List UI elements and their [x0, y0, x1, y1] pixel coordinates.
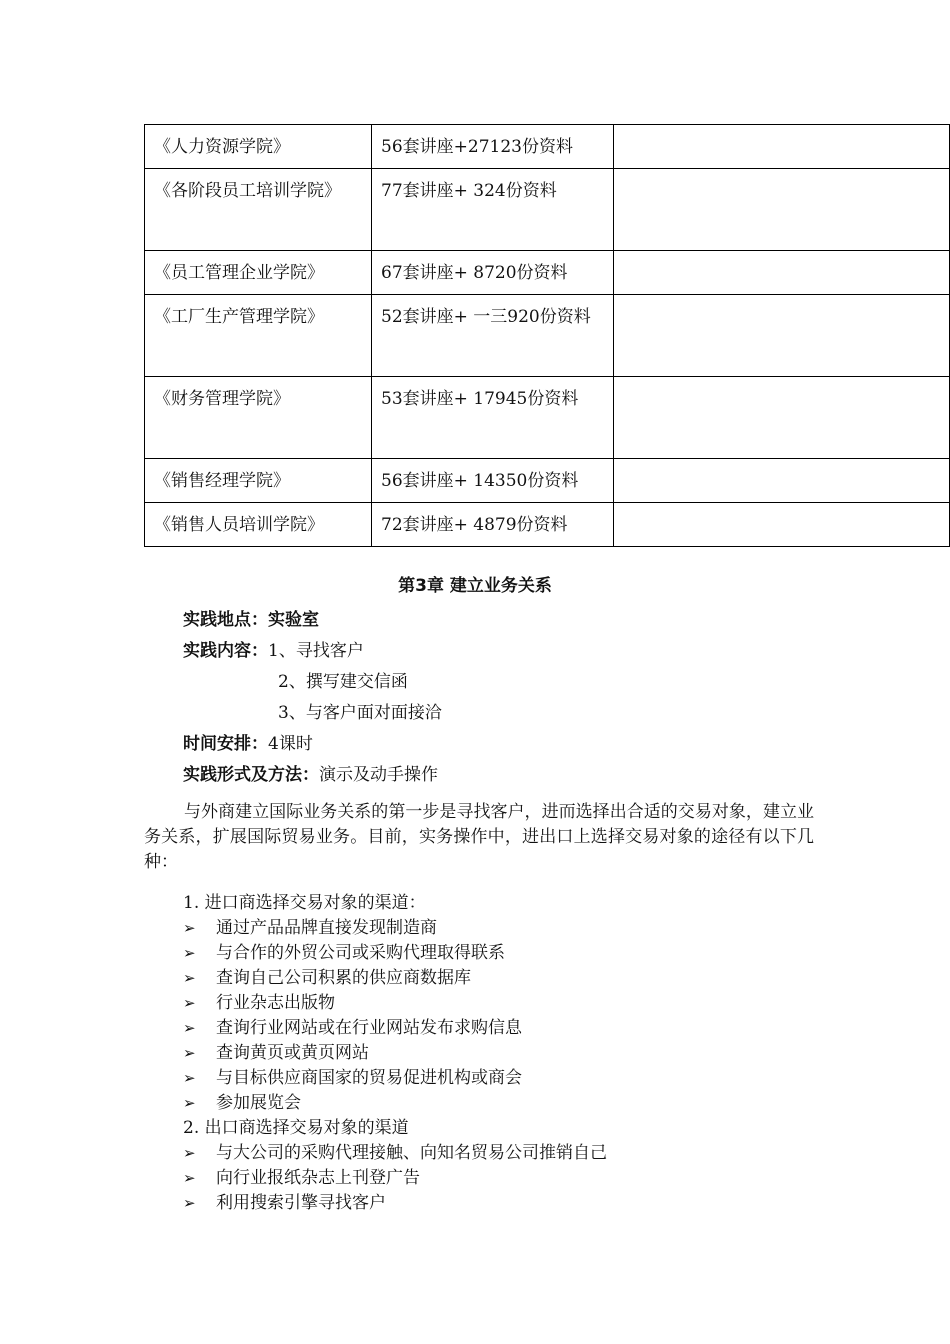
arrow-bullet-icon: ➢ — [183, 1044, 196, 1062]
method-line — [183, 760, 438, 785]
table-cell-name: 《销售经理学院》 — [145, 459, 372, 503]
list-item-text: 查询自己公司积累的供应商数据库 — [216, 968, 471, 988]
table-row — [145, 459, 950, 503]
table-cell-note — [614, 169, 950, 251]
chapter-title: 第3章 建立业务关系 — [398, 576, 552, 596]
intro-paragraph: 与外商建立国际业务关系的第一步是寻找客户，进而选择出合适的交易对象，建立业务关系，扩展国际贸易业务。目前，实务操作中，进出口上选择交易对象的途径有以下几种： — [144, 802, 814, 872]
arrow-bullet-icon: ➢ — [183, 944, 196, 962]
arrow-bullet-icon: ➢ — [183, 969, 196, 987]
table-cell-content: 67套讲座+ 8720份资料 — [372, 251, 614, 295]
list-item-text: 与目标供应商国家的贸易促进机构或商会 — [216, 1068, 522, 1088]
method-value: 演示及动手操作 — [319, 765, 438, 785]
arrow-bullet-icon: ➢ — [183, 1194, 196, 1212]
table-cell-name: 《销售人员培训学院》 — [145, 503, 372, 547]
table-row — [145, 169, 950, 251]
list-item — [183, 938, 505, 963]
arrow-bullet-icon: ➢ — [183, 919, 196, 937]
list-item — [183, 1138, 607, 1163]
arrow-bullet-icon: ➢ — [183, 1069, 196, 1087]
table-cell-content: 56套讲座+ 14350份资料 — [372, 459, 614, 503]
list-item-text: 行业杂志出版物 — [216, 993, 335, 1013]
list-item — [183, 1188, 386, 1213]
resource-table — [144, 124, 950, 547]
table-row — [145, 125, 950, 169]
list-item-text: 利用搜索引擎寻找客户 — [216, 1193, 386, 1213]
table-cell-content: 72套讲座+ 4879份资料 — [372, 503, 614, 547]
table-cell-content: 77套讲座+ 324份资料 — [372, 169, 614, 251]
time-line — [183, 729, 313, 754]
table-row — [145, 503, 950, 547]
table-cell-content: 56套讲座+27123份资料 — [372, 125, 614, 169]
table-cell-note — [614, 377, 950, 459]
list-item — [183, 913, 437, 938]
table-cell-note — [614, 251, 950, 295]
method-label: 实践形式及方法： — [183, 765, 319, 785]
list-item — [183, 1013, 522, 1038]
section-heading: 2. 出口商选择交易对象的渠道 — [183, 1118, 409, 1138]
content-item: 3、与客户面对面接洽 — [278, 703, 442, 723]
list-item-text: 查询行业网站或在行业网站发布求购信息 — [216, 1018, 522, 1038]
content-label: 实践内容： — [183, 641, 268, 661]
list-item-text: 向行业报纸杂志上刊登广告 — [216, 1168, 420, 1188]
table-row — [145, 295, 950, 377]
arrow-bullet-icon: ➢ — [183, 994, 196, 1012]
content-item: 2、撰写建交信函 — [278, 672, 408, 692]
list-item — [183, 1088, 301, 1113]
table-cell-name: 《财务管理学院》 — [145, 377, 372, 459]
list-item-text: 查询黄页或黄页网站 — [216, 1043, 369, 1063]
time-value: 4课时 — [268, 734, 313, 754]
arrow-bullet-icon: ➢ — [183, 1144, 196, 1162]
table-row — [145, 377, 950, 459]
list-item — [183, 963, 471, 988]
list-item — [183, 1163, 420, 1188]
table-cell-note — [614, 503, 950, 547]
table-cell-name: 《工厂生产管理学院》 — [145, 295, 372, 377]
table-cell-content: 52套讲座+ 一三920份资料 — [372, 295, 614, 377]
arrow-bullet-icon: ➢ — [183, 1169, 196, 1187]
arrow-bullet-icon: ➢ — [183, 1094, 196, 1112]
table-cell-name: 《各阶段员工培训学院》 — [145, 169, 372, 251]
location-value: 实验室 — [268, 610, 319, 630]
list-item-text: 与合作的外贸公司或采购代理取得联系 — [216, 943, 505, 963]
table-cell-name: 《员工管理企业学院》 — [145, 251, 372, 295]
list-item-text: 参加展览会 — [216, 1093, 301, 1113]
content-line — [183, 636, 364, 661]
list-item — [183, 1063, 522, 1088]
arrow-bullet-icon: ➢ — [183, 1019, 196, 1037]
location-label: 实践地点： — [183, 610, 268, 630]
content-item: 1、寻找客户 — [268, 641, 364, 661]
section-heading: 1. 进口商选择交易对象的渠道： — [183, 893, 426, 913]
table-row — [145, 251, 950, 295]
list-item — [183, 988, 335, 1013]
list-item-text: 通过产品品牌直接发现制造商 — [216, 918, 437, 938]
list-item — [183, 1038, 369, 1063]
location-line — [183, 605, 319, 630]
table-cell-content: 53套讲座+ 17945份资料 — [372, 377, 614, 459]
table-cell-name: 《人力资源学院》 — [145, 125, 372, 169]
table-cell-note — [614, 295, 950, 377]
table-cell-note — [614, 459, 950, 503]
table-cell-note — [614, 125, 950, 169]
time-label: 时间安排： — [183, 734, 268, 754]
list-item-text: 与大公司的采购代理接触、向知名贸易公司推销自己 — [216, 1143, 607, 1163]
